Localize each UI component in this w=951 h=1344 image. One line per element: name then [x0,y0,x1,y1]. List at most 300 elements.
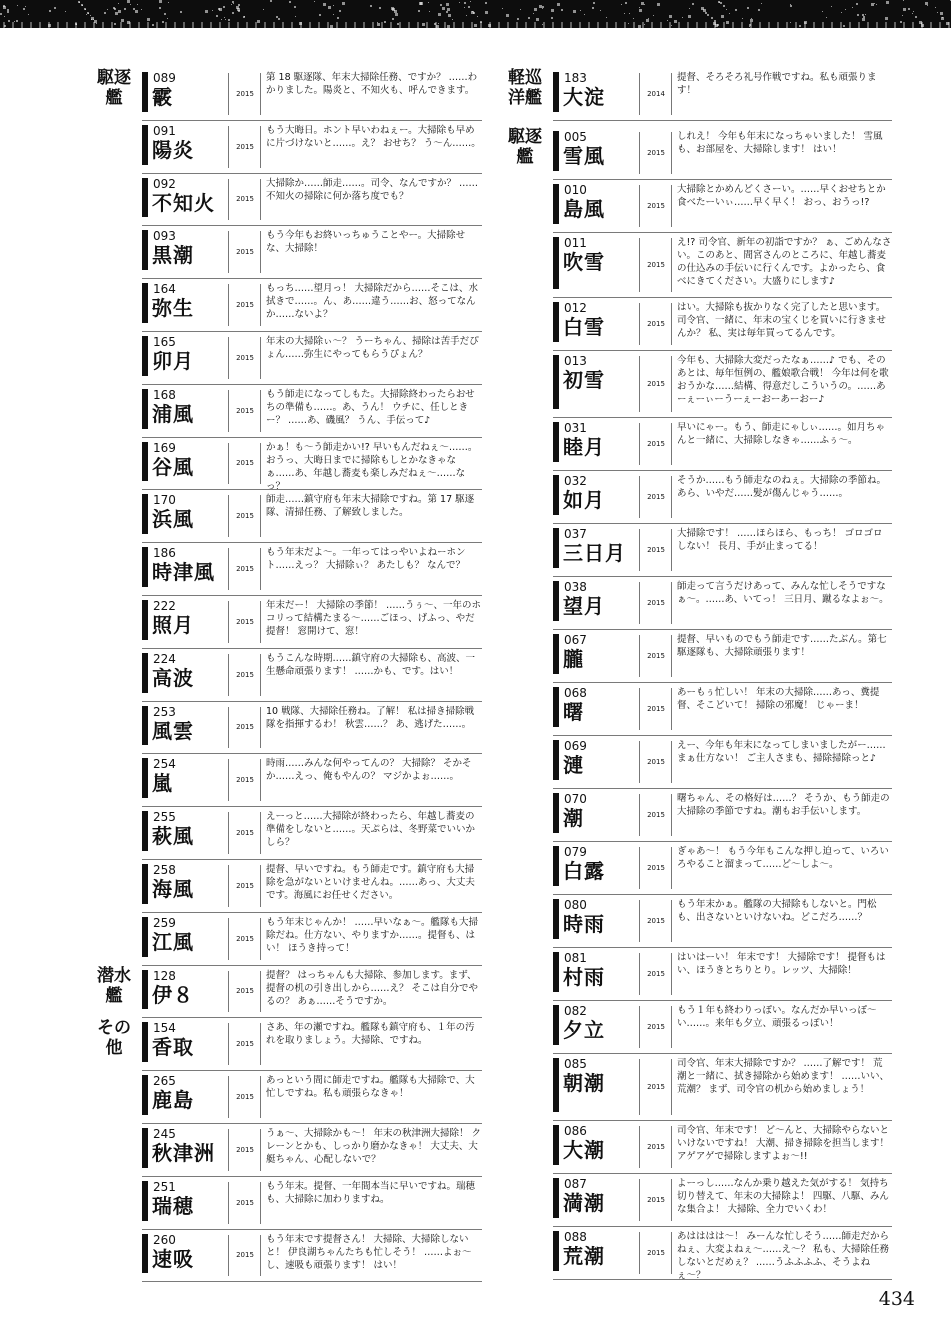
divider [639,238,640,292]
entry-row [142,913,482,966]
right-column [499,68,892,1280]
band-speck [159,0,162,3]
divider [228,654,229,696]
ship-number: 089 [153,71,176,85]
band-speck [940,12,943,15]
band-speck [536,18,539,21]
band-speck [446,3,449,6]
band-speck [422,23,425,26]
ship-name: 漣 [563,753,584,777]
band-speck [865,14,866,15]
divider [228,73,229,115]
band-speck [826,17,827,18]
band-speck [485,11,488,14]
band-speck [339,10,341,12]
quote-text: 時雨……みんな何やってんの？ 大掃除？ そかそか……えっ、俺もやんの？ マジかよぉ……。 [266,758,472,783]
entry-row [553,524,892,577]
band-speck [14,21,15,22]
band-speck [729,13,730,14]
band-speck [886,1,889,4]
entry-bar [142,706,148,746]
entry-bar [142,125,148,165]
band-speck [323,3,326,6]
divider [228,971,229,1013]
entry-list [553,68,892,121]
entry-row [142,702,482,755]
band-speck [852,7,853,8]
ship-number: 258 [153,862,176,877]
band-speck [799,25,801,27]
entry-row [553,683,892,736]
band-speck [218,8,220,10]
category-label-line: 艦 [105,985,123,1006]
ship-number: 005 [564,130,587,144]
band-speck [720,2,722,4]
entry-bar [553,475,559,515]
quote-text: もう大晦日。ホント早いわねぇー。大掃除も早めに片づけないと……。え？ おせち？ う〜ん……。 [266,124,481,149]
entry-row [553,736,892,789]
quote-text: もう年末かぁ。艦隊の大掃除もしないと。門松も、出さないといけないね。どこだろ……？ [677,899,877,923]
divider [260,654,261,696]
band-speck [225,19,226,20]
band-speck [551,17,553,19]
band-speck [224,17,225,18]
band-speck [446,11,448,13]
divider [228,337,229,379]
entry-row [142,1177,482,1230]
divider [671,423,672,465]
band-speck [133,8,135,10]
ship-name: 江風 [152,929,194,954]
band-speck [162,21,164,23]
entry-row [553,298,892,351]
band-speck [49,10,51,12]
year-label: 2015 [647,149,665,157]
year-label: 2015 [647,202,665,210]
quote-text: ぎゃあ〜！ もう今年もこんな押し迫って、いろいろやること溜まって……ど〜しよ〜。 [677,846,889,870]
band-speck [841,12,842,13]
year-label: 2015 [647,652,665,660]
entry-row [553,471,892,524]
band-speck [657,3,660,6]
year-label: 2015 [236,1040,254,1049]
quote-text: 師走……鎮守府も年末大掃除ですね。第 17 駆逐隊、清掃任務、了解致しました。 [266,494,475,519]
year-label: 2015 [236,353,254,362]
ship-name: 初雪 [563,368,605,392]
band-speck [294,6,296,8]
entry-row [142,1124,482,1177]
band-speck [856,3,858,5]
band-speck [180,11,182,13]
quote-text: 早いにゃー。もう、師走にゃしぃ……。如月ちゃんと一緒に、大掃除しなきゃ……ふぅ〜。 [677,422,886,446]
band-speck [689,8,690,9]
quote-text: もう年末です提督さん！ 大掃除、大掃除しないと！ 伊良湖ちゃんたちも忙しそう！ ……よぉ〜し、速吸も頑張ります！ はい！ [266,1233,472,1271]
band-speck [735,9,737,11]
band-speck [900,21,902,23]
divider [671,1232,672,1274]
divider [260,1023,261,1065]
band-speck [790,22,791,23]
year-label: 2015 [647,917,665,925]
category-label-line: 艦 [516,147,534,167]
band-speck [377,23,380,26]
ship-name: 望月 [563,594,605,618]
ship-name: 香取 [152,1035,194,1060]
ship-number: 013 [564,354,587,368]
band-speck [395,13,398,16]
entry-bar [553,1058,559,1112]
entry-row [142,121,482,174]
ship-name: 雪風 [563,144,605,168]
category-label-line: 駆逐 [508,127,542,147]
entry-bar [142,811,148,851]
divider [639,741,640,783]
quote-text: 大掃除とかめんどくさーい。……早くおせちとか食べたーいぃ……早く早く！ おっ、おうっ!? [677,184,886,208]
year-label: 2015 [647,493,665,501]
category-label-line: 駆逐 [97,68,131,88]
left-column [88,68,482,1282]
entry-bar [142,1022,148,1062]
entry-bar [553,72,559,112]
ship-name: 陽炎 [152,137,194,162]
band-speck [333,14,334,15]
band-speck [913,11,914,12]
decorative-top-band [0,0,951,28]
band-speck [942,17,943,18]
quote-text: よーっし……なんか乗り越えた気がする！ 気持ち切り替えて、年末の大掃除よ！ 四駆、八駆、みんな集合よ！ 大掃除、全力でいくわ！ [677,1178,889,1215]
band-speck [121,19,124,22]
band-speck [4,25,6,27]
band-speck [580,10,581,11]
entry-bar [142,864,148,904]
band-speck [231,4,232,5]
quote-text: 大掃除です！ ……ほらほら、もっち！ ゴロゴロしない！ 長月、手が止まってる！ [677,528,883,552]
ship-name: 大潮 [563,1138,605,1162]
band-speck [295,16,296,17]
entry-row [553,351,892,418]
entry-row [142,649,482,702]
quote-text: 年末の大掃除ぃ〜？ うーちゃん、掃除は苦手だぴょん……弥生にやってもらうぴょん？ [266,335,479,360]
ship-name: 白露 [563,859,605,883]
band-speck [152,24,154,26]
divider [671,794,672,836]
entry-bar [553,184,559,224]
quote-text: 提督？ はっちゃんも大掃除、参加します。まず、提督の机の引き出しから……え？ そこは自分でやるの？ あぁ……そうですか。 [266,969,479,1007]
entry-row [142,1018,482,1071]
ship-number: 011 [564,236,587,250]
entry-list [553,127,892,1280]
quote-text: え!? 司令官、新年の初詣ですか？ ぁ、ごめんなさい。このあと、間宮さんのところに、年越し蕎麦の仕込みの手伝いに行くんです。よかったら、食べにきてください。大盛りにします♪ [677,237,892,287]
quote-text: はい。大掃除も抜かりなく完了したと思います。司令官、一緒に、年末の宝くじを買いに行きませんか？ 私、実は毎年買ってるんです。 [677,302,887,339]
ship-number: 154 [153,1021,176,1036]
band-speck [485,2,487,4]
band-speck [473,12,475,14]
divider [671,688,672,730]
band-speck [228,19,230,21]
ship-name: 嵐 [152,771,173,796]
year-label: 2015 [236,1093,254,1102]
entry-row [142,438,482,491]
entry-bar [553,237,559,289]
band-speck [91,19,92,20]
divider [260,548,261,590]
band-speck [221,19,222,20]
divider [228,601,229,643]
band-speck [438,23,439,24]
entry-bar [553,422,559,462]
band-speck [715,24,718,27]
entry-row [142,807,482,860]
band-speck [624,13,625,14]
category-group [88,966,482,1019]
entry-bar [142,336,148,376]
band-speck [65,11,66,12]
ship-number: 128 [153,968,176,983]
divider [639,900,640,942]
ship-name: 谷風 [152,454,194,479]
band-speck [674,20,677,23]
divider [639,356,640,412]
band-speck [319,14,321,16]
quote-text: 師走って言うだけあって、みんな忙しそうですなぁ〜。……あ、いてっ！ 三日月、蹴るなよぉ〜。 [677,581,889,605]
band-speck [903,8,906,11]
year-label: 2015 [647,599,665,607]
divider [228,1235,229,1277]
band-speck [238,4,240,6]
entry-bar [142,494,148,534]
divider [260,443,261,485]
quote-text: 提督、早いですね。もう師走です。鎮守府も大掃除を急がないといけませんね。……あっ、大丈夫です。海風にお任せください。 [266,863,475,901]
divider [260,1182,261,1224]
band-speck [342,2,345,5]
year-label: 2015 [236,881,254,890]
category-label [88,68,140,108]
band-speck [845,9,846,10]
ship-name: 三日月 [563,541,626,565]
divider [639,303,640,345]
band-speck [337,17,339,19]
band-speck [86,14,87,15]
band-speck [442,7,445,10]
category-label-line: 艦 [105,88,123,108]
entry-row [553,180,892,233]
divider [228,284,229,326]
entry-bar [553,1125,559,1165]
entry-row [142,966,482,1019]
entry-bar [553,687,559,727]
band-speck [8,20,10,22]
year-label: 2015 [647,1249,665,1257]
band-speck [141,9,142,10]
year-label: 2015 [647,811,665,819]
band-speck [4,16,5,17]
category-label [499,68,551,108]
year-label: 2015 [236,565,254,574]
entry-bar [553,355,559,409]
band-speck [902,15,903,16]
band-speck [96,23,97,24]
band-speck [289,1,291,3]
entry-bar [553,1005,559,1045]
band-speck [428,2,429,3]
band-speck [379,7,381,9]
divider [639,73,640,115]
divider [639,1126,640,1168]
ship-number: 031 [564,421,587,435]
entry-row [553,789,892,842]
entry-row [142,279,482,332]
divider [671,73,672,115]
band-speck [621,4,622,5]
ship-number: 010 [564,183,587,197]
ship-name: 如月 [563,488,605,512]
quote-text: もう今年もお終いっちゅうことやー。大掃除せな、大掃除！ [266,230,466,255]
ship-number: 082 [564,1004,587,1018]
divider [260,337,261,379]
quote-text: えー、今年も年末になってしまいましたがー……まぁ仕方ない！ ご主人さまも、掃除掃除っと♪ [677,740,886,764]
ship-name: 秋津洲 [152,1140,215,1165]
entry-bar [142,758,148,798]
quote-text: 第 18 駆逐隊、年末大掃除任務、ですか？ ……わかりました。陽炎と、不知火も、呼んできます。 [266,72,478,96]
quote-text: 司令官、年末です！ ど〜んと、大掃除やらないといけないですね！ 大潮、掃き掃除を担当します！ アゲアゲで掃除しますよぉ〜!! [677,1125,890,1162]
divider [260,865,261,907]
entry-bar [142,600,148,640]
entry-bar [553,302,559,342]
entry-bar [553,131,559,171]
band-speck [448,14,451,17]
band-speck [641,2,644,5]
ship-number: 086 [564,1124,587,1138]
band-speck [48,24,51,27]
entry-row [142,226,482,279]
category-label-line: 洋艦 [508,88,542,108]
divider [260,126,261,168]
ship-number: 168 [153,387,176,402]
divider [639,953,640,995]
band-speck [646,19,649,22]
entry-bar [142,230,148,270]
divider [639,1232,640,1274]
band-speck [466,15,467,16]
entry-row [553,1054,892,1121]
quote-text: もう年末じゃんか！ ……早いなぁ〜。艦隊も大掃除だね。仕方ない、やりますか……。提督も、はい！ ほうき持って！ [266,916,479,954]
band-speck [719,2,720,3]
ship-name: 浦風 [152,401,194,426]
band-speck [147,18,150,21]
band-speck [468,6,470,8]
band-speck [921,23,922,24]
band-speck [534,8,537,11]
band-speck [671,25,672,26]
band-speck [639,9,642,12]
page-number: 434 [878,1288,915,1310]
divider [639,529,640,571]
entry-bar [553,581,559,621]
year-label: 2015 [236,776,254,785]
ship-name: 速吸 [152,1246,194,1271]
quote-text: えーっと……大掃除が終わったら、年越し蕎麦の準備をしないと……。天ぷらは、冬野菜でいいかしら？ [266,811,476,849]
entry-row [142,174,482,227]
band-speck [212,10,213,11]
band-speck [831,6,832,7]
band-speck [370,5,372,7]
entry-row [553,233,892,298]
category-group [499,68,892,121]
divider [671,847,672,889]
year-label: 2015 [647,546,665,554]
band-speck [480,21,482,23]
ship-name: 吹雪 [563,250,605,274]
band-speck [625,2,627,4]
band-speck [533,13,534,14]
entry-row [553,1121,892,1174]
ship-number: 069 [564,739,587,753]
band-speck [23,8,25,10]
divider [671,1179,672,1221]
ship-number: 222 [153,598,176,613]
divider [260,284,261,326]
band-speck [164,13,166,15]
divider [671,1126,672,1168]
entry-bar [142,1128,148,1168]
category-label [499,127,551,167]
band-speck [790,5,792,7]
band-speck [130,4,131,5]
band-speck [392,18,394,20]
band-speck [394,10,397,13]
band-speck [742,18,743,19]
band-speck [127,0,130,3]
year-label: 2015 [236,1145,254,1154]
band-speck [843,25,845,27]
band-speck [862,18,865,21]
band-speck [551,9,554,12]
band-speck [644,24,645,25]
quote-text: もう年末だよ〜。一年ってはっやいよねーホント……えっ？ 大掃除ぃ？ あたしも？ なんで？ [266,547,466,572]
ship-name: 弥生 [152,296,194,321]
entry-bar [142,178,148,218]
ship-name: 満潮 [563,1191,605,1215]
ship-number: 079 [564,845,587,859]
quote-text: 提督、早いものでもう師走です……たぶん。第七駆逐隊も、大掃除頑張ります！ [677,634,887,658]
divider [639,1006,640,1048]
divider [639,1179,640,1221]
year-label: 2015 [236,670,254,679]
entry-row [142,385,482,438]
ship-name: 白雪 [563,315,605,339]
divider [639,794,640,836]
band-speck [584,14,585,15]
ship-name: 朝潮 [563,1071,605,1095]
divider [671,476,672,518]
band-speck [257,20,260,23]
band-speck [639,7,640,8]
entry-bar [553,1231,559,1271]
ship-name: 霰 [152,85,173,109]
ship-name: 鹿島 [152,1088,194,1113]
divider [260,1235,261,1277]
band-speck [477,16,478,17]
band-speck [244,16,245,17]
band-speck [723,5,725,7]
entry-row [142,332,482,385]
year-label: 2015 [647,1196,665,1204]
band-speck [885,17,888,20]
year-label: 2015 [647,1023,665,1031]
entry-row [553,630,892,683]
entry-row [553,68,892,121]
ship-number: 255 [153,810,176,825]
